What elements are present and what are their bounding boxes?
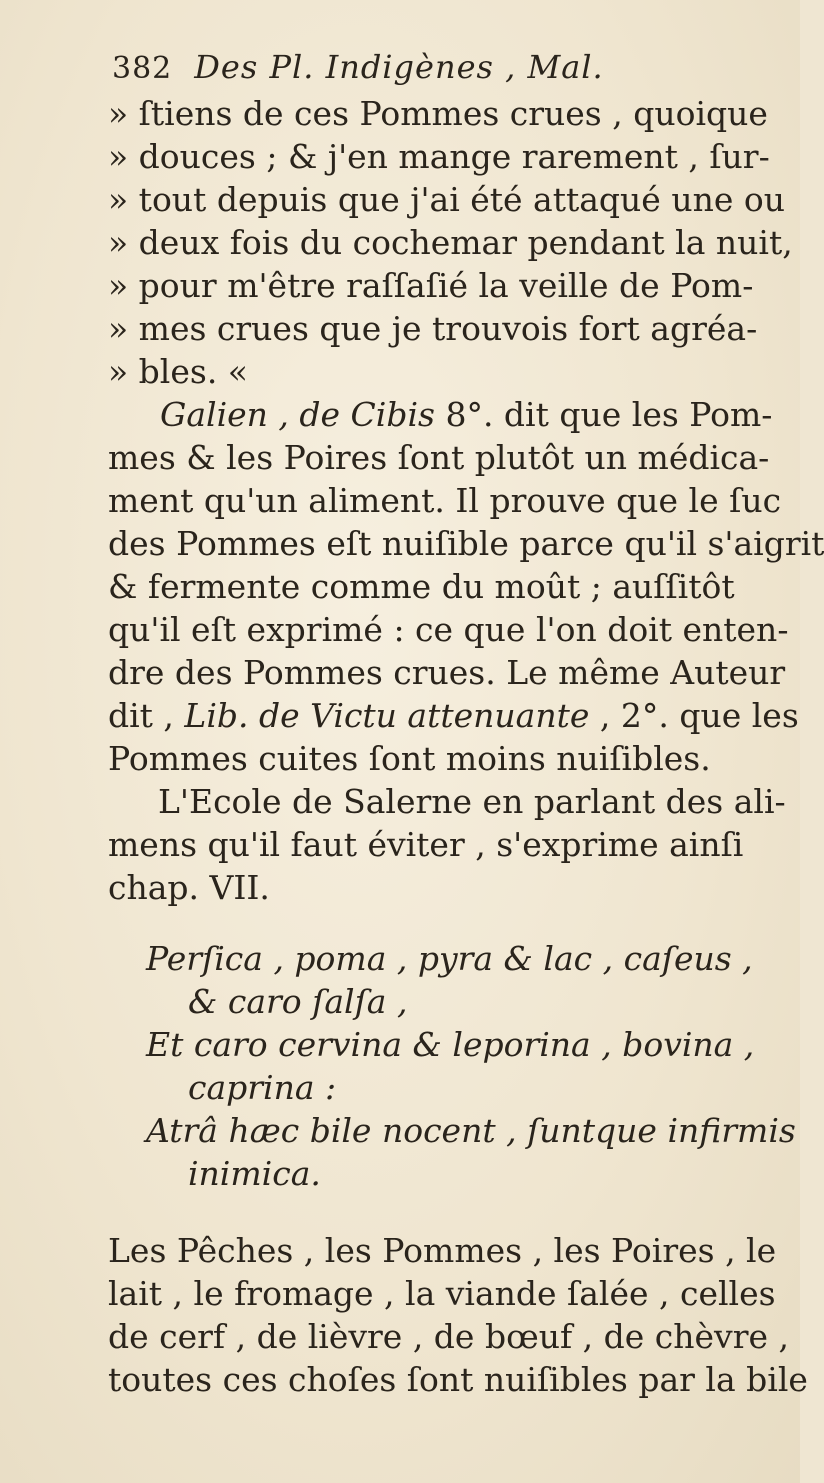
verse-line: & caro ſalſa , [188, 982, 408, 1021]
text-line: Pommes cuites ſont moins nuiſibles. [108, 739, 711, 778]
text-line: ment qu'un aliment. Il prouve que le ſuc [108, 481, 782, 520]
text-line: lait , le fromage , la viande ſalée , celles [108, 1274, 776, 1313]
text-line: mes & les Poires ſont plutôt un médica- [108, 438, 770, 477]
running-header [112, 48, 762, 86]
verse-line: caprina : [188, 1068, 337, 1107]
text-line: qu'il eſt exprimé : ce que l'on doit enten- [108, 610, 789, 649]
text-line: toutes ces choſes ſont nuiſibles par la bile [108, 1360, 808, 1399]
verse-line: Atrâ hæc bile nocent , ſuntque infirmis [146, 1111, 796, 1150]
text-line: » mes crues que je trouvois fort agréa- [108, 309, 758, 348]
verse-line: Perſica , poma , pyra & lac , caſeus , [146, 939, 753, 978]
text-line: » pour m'être raſſaſié la veille de Pom- [108, 266, 754, 305]
text-line: L'Ecole de Salerne en parlant des ali- [158, 782, 786, 821]
galien-reference: Galien , de Cibis [160, 395, 435, 434]
galien-line [108, 393, 773, 436]
text-line: Les Pêches , les Pommes , les Poires , le [108, 1231, 777, 1270]
text-line: » deux fois du cochemar pendant la nuit, [108, 223, 793, 262]
verse-line: Et caro cervina & leporina , bovina , [146, 1025, 755, 1064]
text-line: dre des Pommes crues. Le même Auteur [108, 653, 786, 692]
text-line: mens qu'il faut éviter , s'exprime ainſi [108, 825, 744, 864]
text-line: chap. VII. [108, 868, 270, 907]
text-line: » douces ; & j'en mange rarement , ſur- [108, 137, 770, 176]
dit-post: , 2°. que les [589, 696, 799, 735]
text-line: & fermente comme du moût ; auſſitôt [108, 567, 735, 606]
galien-text: 8°. dit que les Pom- [434, 395, 773, 434]
dit-reference: Lib. de Victu attenuante [184, 696, 590, 735]
dit-pre: dit , [108, 696, 185, 735]
page-number: 382 [112, 51, 173, 86]
dit-line [108, 694, 799, 737]
verse-line: inimica. [188, 1154, 321, 1193]
running-title: Des Pl. Indigènes , Mal. [194, 48, 604, 86]
text-line: » ſtiens de ces Pommes crues , quoique [108, 94, 768, 133]
text-line: » tout depuis que j'ai été attaqué une ou [108, 180, 785, 219]
text-line: des Pommes eſt nuiſible parce qu'il s'aigrit [108, 524, 824, 563]
page-body [108, 92, 824, 1401]
text-line: » bles. « [108, 352, 248, 391]
text-line: de cerf , de lièvre , de bœuf , de chèvre , [108, 1317, 789, 1356]
